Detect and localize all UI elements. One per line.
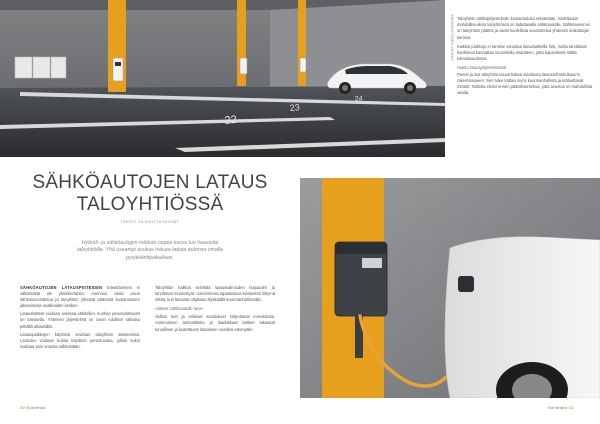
body-paragraph: Latauslaitteet voidaan asentaa vähitellen, kunhan perusvalmiudet on toteutettu. Yhteinen järjestelmä on usein edullisin ratkaisu pitkällä aikavälillä. (20, 311, 140, 329)
body-subhead: Alakset sähköautolle tarve (155, 306, 203, 312)
body-column-2 (155, 285, 275, 335)
side-paragraph: Kaikkia paikkoja ei tarvitse varustaa latauslaitteilla heti, mutta tarvittavat hankinnat kannattaa suunnitella etukäteen, jotta kapasiteetti riittää tulevaisuudessa. (457, 43, 587, 62)
spot-number: 24 (354, 95, 363, 103)
page-number: 30 (20, 405, 26, 410)
section-label: SÄHKÖAUTOJEN LATAUS (450, 14, 454, 61)
magazine-name: Kiinteistö (26, 405, 46, 410)
charger-photo (300, 178, 600, 398)
page-number: 31 (568, 405, 574, 410)
body-paragraph: Valtion tuet ja erilaiset avustukset helpottavat investointia. Asennuksen ammattitaito ja laadukkaat laitteet takaavat turvallisen ja luotettavan latauksen vuosiksi eteenpäin. (155, 314, 275, 332)
side-text-column (457, 16, 593, 99)
body-column-1 (20, 285, 140, 352)
title-line-1: SÄHKÖAUTOJEN LATAUS (32, 172, 268, 193)
garage-photo (0, 0, 445, 157)
page-folio-left (20, 405, 46, 410)
byline: TEKSTI JA KUVITUSKUVAT (120, 220, 180, 224)
body-paragraph: Latauspaikkojen käytöstä sovitaan taloyhtiön säännöissä. Laskutus voidaan hoitaa käyttöön perustuvana, jolloin kukin maksaa vain omasta sähköstään. (20, 331, 140, 349)
page-folio-right (548, 405, 574, 410)
spot-number: 23 (289, 102, 301, 113)
side-subhead: Hukka latausjärjestelmästä (457, 65, 506, 71)
body-text: toteuttaminen ei välttämättä ole yksinkertaista. Asennus vaatii usein sähkösuunnittelua ja taloyhtiön yhteistä päätöstä kustannusten jakamisesta osakkaiden kesken. (20, 285, 140, 309)
magazine-name: Kiinteistö (548, 405, 568, 410)
kicker: SÄHKÖAUTOJEN LATAUSPISTEIDEN (20, 285, 103, 290)
body-paragraph: Taloyhtiön hallitus selvittää latausvalmiuden laajuuden ja tarvittavat muutostyöt. Useimmissa tapauksissa kiinteistön liittymä riittää, kun latausta ohjataan älykkäällä kuormanhallinnalla. (155, 285, 275, 303)
side-paragraph: Pienet ja isot taloyhtiöt voivat hakea avustusta latausinfrastruktuurin rakentamiseen. Sen tulee kattaa myös kuormanhallinta ja etäluettavat mittarit. Tarkista ehdot ennen päätöksentekoa, jotta avustus on mahdollista saada. (457, 71, 593, 96)
side-paragraph: Taloyhtiön sähköjärjestelmän kustannuksia selvitetään, minkälaisia mahdollisuuksia taloyhtiössä on ladattavalle sähköautolle. Sähköasennus on taloyhtiön päätös ja vaatii huolellista suunnittelua yhdessä urakoitsijan kanssa. (457, 16, 590, 40)
spot-number: 22 (224, 113, 238, 127)
lead-paragraph: Hybridi- ja sähköautojen määrän nopea kasvu luo haasteita taloyhtiöille. Yhä useampi asukas haluaa ladata autonsa omalla pysäköintipaikallaan. (77, 240, 223, 261)
title-line-2: TALOYHTIÖSSÄ (76, 194, 224, 215)
article-title (0, 172, 300, 216)
